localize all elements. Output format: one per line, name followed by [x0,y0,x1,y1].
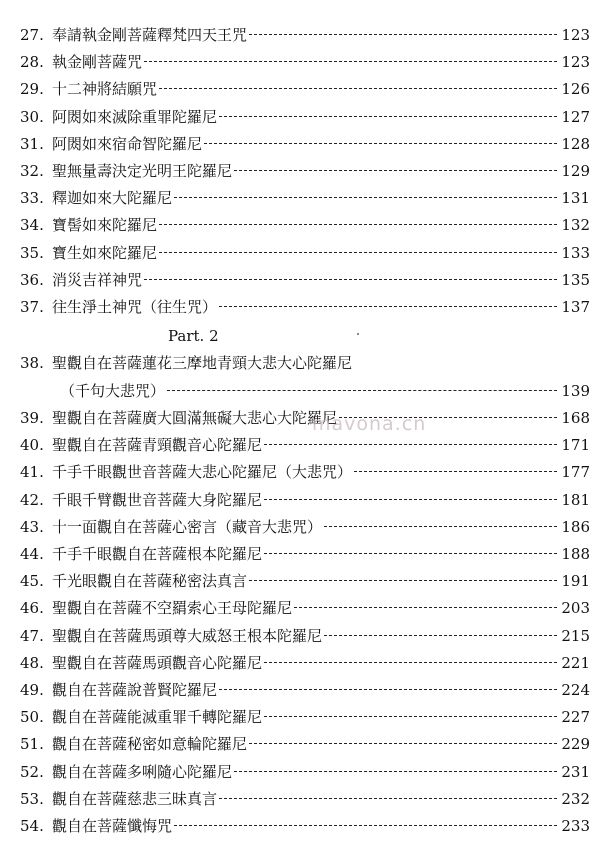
entry-number: 40. [20,436,44,455]
dot-leader [144,279,557,280]
entry-number: 38. [20,354,44,373]
entry-title: 觀自在菩薩說普賢陀羅尼 [52,680,218,699]
dot-leader [219,798,557,799]
part-heading: Part. 2 [168,327,219,346]
entry-number: 32. [20,161,44,180]
toc-entry[interactable] [20,185,590,212]
entry-page-number: 229 [561,735,590,754]
toc-entry[interactable] [20,131,590,158]
entry-number: 44. [20,545,44,563]
entry-number: 53. [20,789,44,808]
scan-speck [357,333,359,335]
entry-title-continuation: （千句大悲咒） [60,382,166,401]
entry-title: 寶生如來陀羅尼 [52,243,158,262]
dot-leader [159,224,557,225]
entry-number: 35. [20,243,44,262]
entry-number: 29. [20,80,44,99]
dot-leader [264,662,557,663]
toc-section-part-2 [20,405,590,840]
entry-page-number: 191 [561,572,590,591]
toc-entry[interactable] [20,76,590,103]
entry-page-number: 186 [561,517,590,536]
dot-leader [159,88,557,89]
entry-title: 觀自在菩薩秘密如意輪陀羅尼 [52,735,248,754]
dot-leader [234,170,557,171]
entry-page-number: 177 [561,463,590,482]
toc-entry-38[interactable] [20,349,590,405]
entry-title: 十二神將結願咒 [52,80,158,99]
entry-page-number: 181 [561,490,590,509]
entry-title: 執金剛菩薩咒 [52,53,143,72]
entry-number: 47. [20,626,44,645]
dot-leader [324,526,557,527]
toc-entry[interactable] [20,104,590,131]
dot-leader [264,444,557,445]
toc-entry[interactable] [20,487,590,514]
entry-title: 寶髻如來陀羅尼 [52,216,158,235]
table-of-contents [20,22,590,840]
dot-leader [339,417,557,418]
toc-entry[interactable] [20,49,590,76]
entry-page-number: 224 [561,680,590,699]
entry-title: 千手千眼觀自在菩薩根本陀羅尼 [52,545,263,563]
entry-number: 46. [20,599,44,618]
entry-number: 41. [20,463,44,482]
entry-number: 50. [20,708,44,727]
entry-title: 聖觀自在菩薩不空羂索心王母陀羅尼 [52,599,293,618]
entry-number: 43. [20,517,44,536]
entry-title: 千光眼觀自在菩薩秘密法真言 [52,572,248,591]
entry-number: 45. [20,572,44,591]
dot-leader [324,635,557,636]
toc-entry[interactable] [20,432,590,459]
toc-entry[interactable] [20,22,590,49]
entry-title: 觀自在菩薩懺悔咒 [52,816,173,835]
entry-page-number: 188 [561,545,590,563]
entry-title: 千眼千臂觀世音菩薩大身陀羅尼 [52,490,263,509]
entry-title: 十一面觀自在菩薩心密言（藏音大悲咒） [52,517,323,536]
dot-leader [264,716,557,717]
entry-title: 阿閦如來滅除重罪陀羅尼 [52,107,218,126]
toc-entry[interactable] [20,240,590,267]
entry-page-number: 129 [561,161,590,180]
toc-entry[interactable] [20,267,590,294]
dot-leader [264,553,557,554]
entry-number: 34. [20,216,44,235]
entry-title: 往生淨土神咒（往生咒） [52,297,218,316]
entry-title: 聖觀自在菩薩蓮花三摩地青頸大悲大心陀羅尼 [52,354,353,373]
toc-entry[interactable] [20,294,590,321]
toc-section-part-1 [20,22,590,321]
toc-entry[interactable] [20,595,590,622]
dot-leader [264,499,557,500]
dot-leader [204,143,557,144]
entry-title: 千手千眼觀世音菩薩大悲心陀羅尼（大悲咒） [52,463,353,482]
entry-page-number: 221 [561,653,590,672]
entry-number: 27. [20,26,44,44]
entry-number: 42. [20,490,44,509]
entry-page-number: 123 [561,53,590,72]
dot-leader [219,689,557,690]
entry-number: 51. [20,735,44,754]
dot-leader [234,771,557,772]
entry-page-number: 137 [561,297,590,316]
dot-leader [249,580,557,581]
entry-page-number: 123 [561,26,590,44]
entry-title: 聖觀自在菩薩廣大圓滿無礙大悲心大陀羅尼 [52,409,338,428]
entry-title: 阿閦如來宿命智陀羅尼 [52,134,203,153]
entry-page-number: 133 [561,243,590,262]
dot-leader [294,607,557,608]
entry-page-number: 203 [561,599,590,618]
entry-number: 37. [20,297,44,316]
entry-title: 觀自在菩薩能滅重罪千轉陀羅尼 [52,708,263,727]
dot-leader [354,471,557,472]
entry-page-number: 132 [561,216,590,235]
entry-number: 33. [20,189,44,208]
dot-leader [249,743,557,744]
entry-page-number: 127 [561,107,590,126]
entry-page-number: 135 [561,270,590,289]
toc-entry[interactable] [20,650,590,677]
toc-entry[interactable] [20,677,590,704]
entry-number: 30. [20,107,44,126]
entry-number: 39. [20,409,44,428]
toc-entry-38-second-line [20,377,590,405]
entry-page-number: 139 [561,382,590,401]
toc-entry[interactable] [20,623,590,650]
toc-entry[interactable] [20,158,590,185]
toc-entry[interactable] [20,759,590,786]
entry-page-number: 227 [561,708,590,727]
toc-entry[interactable] [20,212,590,239]
dot-leader [174,197,557,198]
dot-leader [219,306,557,307]
dot-leader [249,34,557,35]
entry-title: 聖無量壽決定光明王陀羅尼 [52,161,233,180]
toc-entry[interactable] [20,568,590,595]
entry-page-number: 126 [561,80,590,99]
entry-title: 奉請執金剛菩薩釋梵四天王咒 [52,26,248,44]
entry-page-number: 128 [561,134,590,153]
entry-title: 聖觀自在菩薩馬頭尊大威怒王根本陀羅尼 [52,626,323,645]
toc-entry[interactable] [20,731,590,758]
entry-number: 48. [20,653,44,672]
entry-number: 36. [20,270,44,289]
entry-title: 觀自在菩薩慈悲三昧真言 [52,789,218,808]
entry-page-number: 233 [561,816,590,835]
toc-entry[interactable] [20,541,590,568]
toc-entry[interactable] [20,405,590,432]
entry-page-number: 215 [561,626,590,645]
dot-leader [174,825,557,826]
dot-leader [144,61,557,62]
entry-number: 54. [20,816,44,835]
entry-title: 消災吉祥神咒 [52,270,143,289]
toc-entry[interactable] [20,704,590,731]
toc-entry[interactable] [20,459,590,486]
entry-number: 28. [20,53,44,72]
watermark: mavona.cn [312,413,427,435]
entry-number: 52. [20,762,44,781]
toc-entry[interactable] [20,813,590,840]
entry-number: 31. [20,134,44,153]
entry-title: 釋迦如來大陀羅尼 [52,189,173,208]
dot-leader [219,116,557,117]
entry-title: 觀自在菩薩多唎隨心陀羅尼 [52,762,233,781]
entry-number: 49. [20,680,44,699]
entry-page-number: 131 [561,189,590,208]
entry-page-number: 171 [561,436,590,455]
entry-title: 聖觀自在菩薩青頸觀音心陀羅尼 [52,436,263,455]
dot-leader [167,390,557,391]
toc-entry[interactable] [20,786,590,813]
entry-page-number: 168 [561,409,590,428]
entry-title: 聖觀自在菩薩馬頭觀音心陀羅尼 [52,653,263,672]
dot-leader [159,252,557,253]
toc-entry-38-first-line [20,349,590,377]
entry-page-number: 232 [561,789,590,808]
entry-page-number: 231 [561,762,590,781]
toc-entry[interactable] [20,514,590,541]
